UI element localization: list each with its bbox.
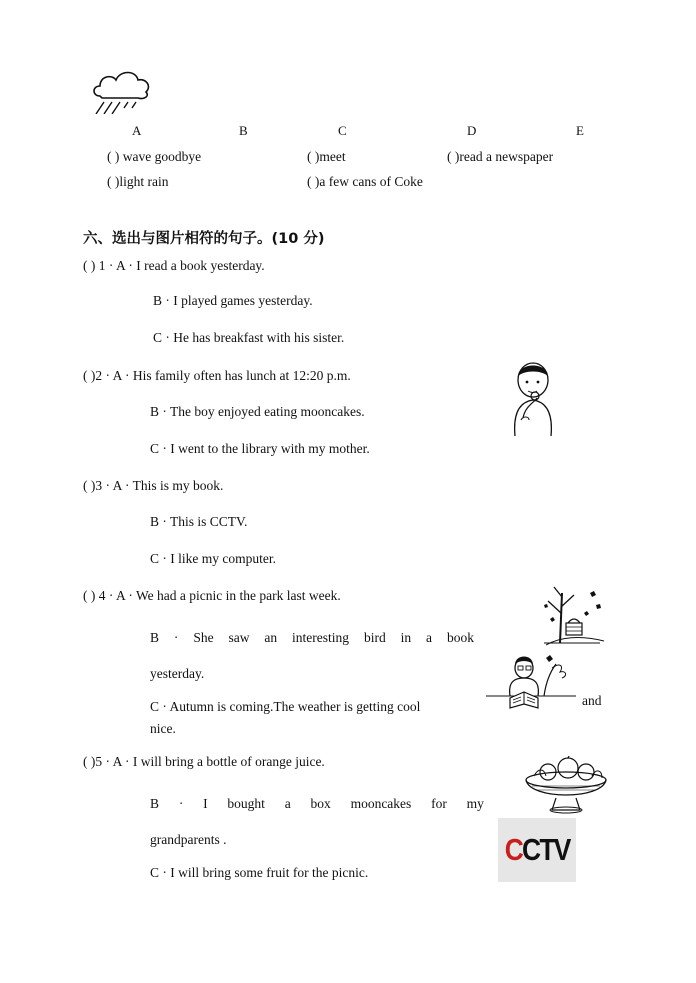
boy-reading-book-picture [486,652,576,714]
q5-b-word: · [178,796,184,811]
rain-cloud-icon [88,66,156,114]
question-5-option-c: C · I will bring some fruit for the picnic. [150,865,369,880]
q5-b-word: a [284,796,291,811]
q5-b-word: box [310,796,331,811]
match-item-cans-of-coke: ( )a few cans of Coke [307,174,423,189]
option-letter-b: B [239,123,248,138]
q4-b-word: She [193,630,214,645]
q5-b-word: B [150,796,160,811]
q4-b-word: · [173,630,179,645]
q5-b-word: I [203,796,208,811]
picnic-tree-picture [540,583,608,647]
option-letter-d: D [467,123,477,138]
match-item-light-rain: ( )light rain [107,174,169,189]
q4-b-word: book [446,630,474,645]
q4-b-word: B [150,630,160,645]
question-4-option-c: C · Autumn is coming.The weather is getting cool [150,699,421,714]
boy-eating-mooncake-picture [505,358,565,436]
match-item-wave-goodbye: ( ) wave goodbye [107,149,202,164]
question-4-option-b-continued: yesterday. [150,666,205,681]
cctv-logo-picture [498,818,576,882]
q4-b-word: a [426,630,433,645]
q5-b-word: bought [227,796,265,811]
question-5-option-b [150,796,484,812]
question-2-option-b: B · The boy enjoyed eating mooncakes. [150,404,365,419]
question-2-option-a: ( )2 · A · His family often has lunch at 12:20 p.m. [83,368,351,383]
question-3-option-a: ( )3 · A · This is my book. [83,478,224,493]
q4-b-word: in [400,630,412,645]
section-title [83,227,324,248]
q4-b-word: saw [228,630,250,645]
question-1-option-a: ( ) 1 · A · I read a book yesterday. [83,258,265,273]
match-item-meet: ( )meet [307,149,346,164]
cctv-logo-text: CCTV [504,832,570,867]
question-1-option-c: C · He has breakfast with his sister. [153,330,345,345]
question-4-option-a: ( ) 4 · A · We had a picnic in the park last week. [83,588,341,603]
section-score: (10 分) [271,231,325,247]
match-item-read-newspaper: ( )read a newspaper [447,149,554,164]
question-5-option-b-continued: grandparents . [150,832,227,847]
question-2-option-c: C · I went to the library with my mother. [150,441,370,456]
question-1-option-b: B · I played games yesterday. [153,293,313,308]
q4-b-word: bird [363,630,386,645]
q4-b-word: interesting [292,630,350,645]
question-3-option-b: B · This is CCTV. [150,514,248,529]
question-3-option-c: C · I like my computer. [150,551,276,566]
question-4-option-b [150,630,474,646]
option-letter-e: E [576,123,584,138]
option-letter-c: C [338,123,347,138]
q5-b-word: mooncakes [350,796,412,811]
question-4-option-c-end: and [582,693,602,708]
question-4-option-c-continued: nice. [150,721,176,736]
question-5-option-a: ( )5 · A · I will bring a bottle of orange juice. [83,754,325,769]
fruit-bowl-picture [522,756,610,814]
q5-b-word: for [431,796,447,811]
q4-b-word: an [264,630,278,645]
section-title-text: 六、选出与图片相符的句子。 [83,231,272,247]
q5-b-word: my [466,796,484,811]
option-letter-a: A [132,123,142,138]
